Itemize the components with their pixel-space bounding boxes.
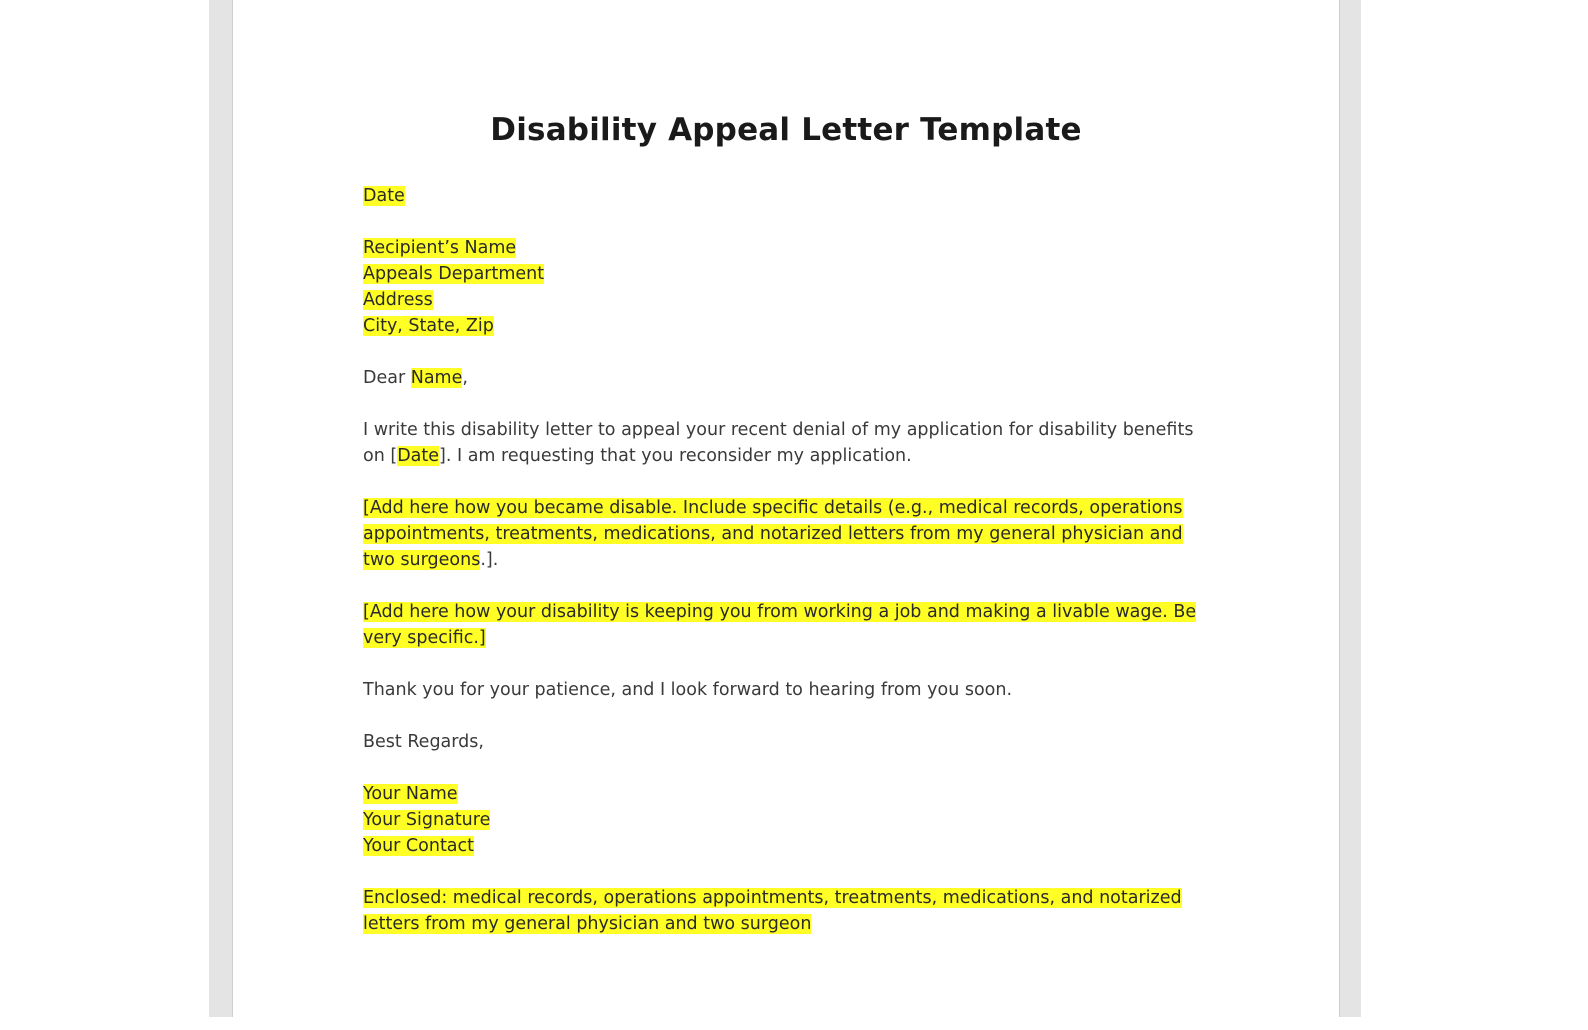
signature-block — [363, 781, 1203, 859]
intro-text-after: ]. I am requesting that you reconsider my application. — [439, 446, 912, 466]
recipient-block — [363, 235, 1203, 339]
enclosed-text: Enclosed: medical records, operations appointments, treatments, medications, and notarized letters from my general physician and two surgeon — [363, 888, 1182, 934]
date-block — [363, 183, 1203, 209]
impact-placeholder: [Add here how your disability is keeping you from working a job and making a livable wage. Be very specific.] — [363, 602, 1197, 648]
date-placeholder: Date — [363, 186, 405, 206]
salutation-prefix: Dear — [363, 368, 411, 388]
intro-paragraph — [363, 417, 1203, 469]
document-page — [232, 0, 1340, 1017]
recipient-department: Appeals Department — [363, 264, 545, 284]
document-title: Disability Appeal Letter Template — [490, 112, 1082, 148]
salutation — [363, 365, 1203, 391]
details-paragraph — [363, 495, 1203, 573]
your-signature-placeholder: Your Signature — [363, 810, 491, 830]
intro-text-before: I write this disability letter to appeal your recent denial of my application for disability benefits on [ — [363, 420, 1194, 466]
intro-date-placeholder: Date — [397, 446, 440, 466]
recipient-address: Address — [363, 290, 433, 310]
your-contact-placeholder: Your Contact — [363, 836, 475, 856]
impact-paragraph — [363, 599, 1203, 651]
details-placeholder: [Add here how you became disable. Include specific details (e.g., medical records, operations appointments, treatments, medications, and notarized letters from my general physician and two surgeons — [363, 498, 1183, 570]
letter-body — [363, 183, 1203, 963]
salutation-suffix: , — [462, 368, 468, 388]
salutation-name: Name — [410, 368, 463, 388]
closing-paragraph: Thank you for your patience, and I look forward to hearing from you soon. — [363, 680, 1013, 700]
recipient-name: Recipient’s Name — [363, 238, 517, 258]
recipient-city-state-zip: City, State, Zip — [363, 316, 494, 336]
enclosed-paragraph — [363, 885, 1203, 937]
details-end: .]. — [480, 550, 499, 570]
your-name-placeholder: Your Name — [363, 784, 458, 804]
sign-off: Best Regards, — [363, 732, 484, 752]
